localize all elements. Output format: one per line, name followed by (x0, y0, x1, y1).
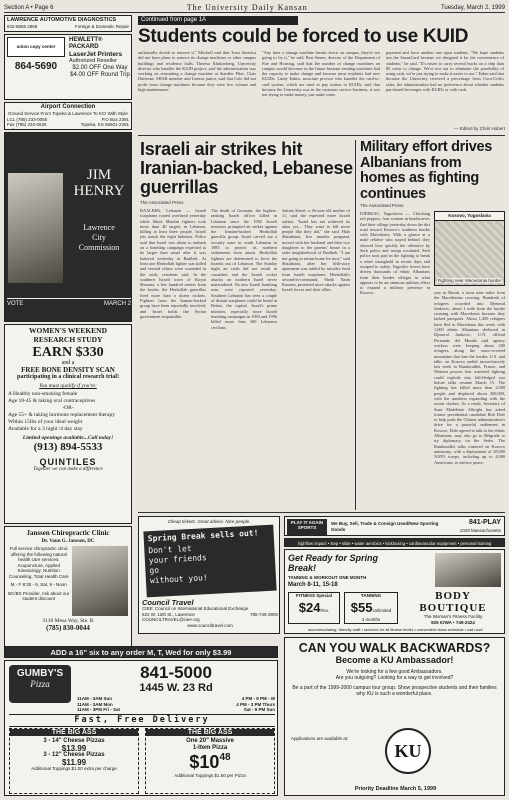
airport-tollfree: Toll Free 1-888-313-3932 (7, 127, 58, 130)
deal-one-way: $2.00 OFF One Way (72, 65, 128, 71)
coupon1-price1: $13.99 (61, 744, 87, 753)
airport-sub: Ground Service From Topeka & Lawrence To KCI With Style (8, 111, 128, 116)
ad-council-travel[interactable] (138, 516, 280, 634)
shop-sub: The Woman's Fitness Facility (423, 614, 483, 619)
israel-col-2: The death of Germain, the highest-ranking Israeli officer killed in Lebanon since the 1982 Israeli invasion, prompted air strikes against the Iranian-backed Hezbollah guerrilla group. Israel carved out a security zone in south Lebanon in 1985 to protect its northern settlements from attack. Hezbollah fighters are determined to force the Israelis out of Lebanon. The Sunday night air raids did not result in casualties and the Israeli rocket attacks on northern Israel never materialized. No new Israeli bombing runs were reported yesterday. Southern Lebanon has seen a couple of distant warplanes could be heard in Beirut, the capital. Israel's prime minister, especially since Israeli bombing campaigns in 1993 and 1996 killed more than 360 Lebanese civilians. (211, 208, 277, 330)
cheap-head: Cheap tickets. Great advice. Nice people. (167, 519, 251, 524)
deal-round-trip: $4.00 OFF Round Trip (70, 72, 130, 78)
quintiles-logo: QUINTILES (39, 457, 97, 467)
playit-logo: PLAY IT AGAIN SPORTS (287, 519, 327, 535)
study-participate: participating in a clinical research trial! (17, 374, 119, 380)
study-plus: and a (61, 360, 75, 366)
ad-airport-connection[interactable] (4, 102, 132, 130)
coupon2-line2: 1-Item Pizza (192, 745, 228, 751)
copy-center-name: union copy center (16, 44, 56, 49)
ad-body-boutique[interactable] (284, 549, 505, 634)
kosovo-source: The Associated Press (360, 203, 404, 208)
fitness-banner: highflow impact • step • slide • water aerobics • kickboxing • cardiovascular equipment • personal training (284, 538, 505, 547)
vote-label: VOTE (7, 301, 24, 307)
gumbys-address: 1445 W. 23 Rd (139, 682, 213, 694)
masthead (4, 3, 505, 13)
kuid-edited-by: — Edited by Chris Hubert (453, 126, 505, 131)
ad-union-copy-center[interactable] (4, 34, 132, 100)
ad-ku-ambassadors[interactable] (284, 637, 505, 796)
office-line-1: Lawrence (83, 223, 115, 232)
chiro-title: Janssen Chiropractic Clinic (26, 529, 110, 537)
study-phone[interactable]: (913) 894-5533 (33, 441, 103, 453)
coupon1-price2: $11.99 (61, 758, 87, 767)
spring-footer: accommodating, friendly staff • services for all fitness levels • convenient class schedule • call now! (308, 626, 483, 632)
spring-sub: TANNING & WORKOUT ONE MONTH (288, 575, 367, 580)
council-email: COUNCILTRAVEL@ciee.org (142, 617, 200, 622)
fitness-price: $24 (298, 599, 321, 615)
coupon2-cents: 48 (219, 752, 231, 763)
paper-name: The University Daily Kansan (186, 3, 308, 12)
israel-col-1: BAALBEK, Lebanon — Israeli warplanes roared overhead yesterday while Shiite Muslim fighters took more than 40 targets in Lebanon, killing at least three people. Israeli jets struck the eight hideouts. Police said that Israel was about to embark on a bombing campaign expected to be larger than usual after it was battered yesterday in Baalbek. At least one Hezbollah fighter was killed and several others were wounded in the raids, residents said. In the southern Israeli town of Kiryat Shmona, a few hundred meters from the border, the Hezbollah guerrillas fired more than a dozen rockets. Fighters from the Iranian-backed group have been reportedly involved, and Israel holds the Syrian government responsible. (140, 208, 206, 319)
fitness-price-unit: /mo. (320, 607, 330, 613)
coupon2-line1: One 20" Massive (186, 738, 234, 744)
study-title: WOMEN'S WEEKEND RESEARCH STUDY (29, 326, 107, 344)
ad-research-study[interactable] (4, 324, 132, 524)
ads-rule (138, 512, 505, 513)
spring-photo (435, 553, 501, 587)
gumbys-phone[interactable]: 841-5000 (140, 663, 212, 682)
ambassador-sub: Become a KU Ambassador! (335, 655, 454, 665)
study-q5: Available for a 3 night /4 day stay (8, 426, 83, 432)
israel-source: The Associated Press (140, 200, 184, 205)
gumbys-logo (9, 665, 71, 703)
tanning-label: TANNING (360, 593, 382, 598)
ambassador-apps: Applications are available at: (291, 736, 349, 741)
hp-tag: Authorized Reseller (69, 58, 117, 64)
study-limited: Limited openings available...Call today! (22, 435, 114, 441)
office-line-3: Commission (78, 243, 120, 252)
coupon1-line1: 3 - 14" Cheese Pizzas (43, 738, 105, 744)
left-ad-column (4, 15, 132, 655)
kosovo-col-1: DJERKAC, Yugoslavia — Clutching red peppers, four women in headscarves fled their village yesterday down the dirt road toward Kosovo's southern border with Macedonia. With a glance at a male relative who stayed behind, they showed how quickly the offensive by Serb police and troops escalated. Serb police took part in the fighting to break a rebel stronghold in recent days and escaped to safety. Yugoslav forces have driven thousands of ethnic Albanians from their border villages in what appears to be an ominous military effort to expand a military presence in Kosovo. (360, 211, 430, 296)
ambassador-body-1: We're looking for a few good Ambassadors. (346, 669, 443, 675)
playit-tagline: We Buy, Sell, Trade & Consign Used/New Sporting Goods (331, 521, 439, 532)
ad-blurb: Foreign & Domestic Repair (74, 24, 129, 29)
candidate-first: JIM (86, 167, 112, 183)
coupon2-price: $10 (189, 752, 220, 772)
section-label: Section A • Page 6 (4, 4, 54, 11)
hp-brand: HEWLETT® PACKARD (69, 37, 103, 50)
ambassador-deadline: Priority Deadline March 5, 1999 (354, 785, 437, 792)
council-brand: Council Travel (142, 598, 194, 607)
cheap-card (143, 525, 276, 598)
tanning-box (344, 592, 398, 624)
study-earn: EARN $330 (32, 345, 104, 360)
hp-product: LaserJet Printers (69, 51, 123, 58)
airport-fax: Fax (785) 233-0626 (7, 122, 47, 127)
shop-address: 925 IOWA • 749-2424 (431, 619, 475, 625)
chiro-hours: M - F 8:30 - 6, Sat. 9 - Noon (10, 582, 67, 587)
ad-phone: 842-8665 2858 (7, 24, 38, 29)
kosovo-headline: Military effort drives Albanians from homes as fighting continues (360, 139, 492, 202)
ambassador-headline: CAN YOU WALK BACKWARDS? (298, 641, 491, 655)
kosovo-map (434, 211, 505, 286)
ambassador-body-3: Be a part of the 1999-2000 campus tour group. Show prospective students and their families why KU is such a wonderful place. (292, 685, 497, 697)
tanning-price-unit: Unlimited (372, 607, 392, 613)
gumbys-banner: ADD a 16" six to any order M, T, Wed for only $3.99 (4, 646, 278, 658)
jayhawk-seal: KU (385, 728, 431, 774)
israel-col-3: Sakina Shreif, a 46-year-old mother of 11, said she expected more Israeli strikes. "Israel has not achieved its aims yet... They want to kill more people like they did," she said. Hala Shadabani, five months pregnant, moved with her husband and their two daughters to her parents' house in a safer neighborhood of Baalbek. "I am not going to return home for now," said Shadabani, after her fifth-story apartment was rattled by missiles fired from Israeli warplanes. Hezbollah's second-in-command, Sheik Naim Kassem, promised more attacks against Israeli forces and their allies. (282, 208, 350, 293)
candidate-photo (8, 173, 63, 283)
cheap-dont-1: Don't let (148, 543, 192, 556)
chiro-insurance: BC/BS Provider. Ask about our student discount (8, 590, 70, 601)
cheap-spring: Spring Break sells out! (147, 528, 259, 544)
shop-name: BODY BOUTIQUE (419, 590, 487, 614)
fitness-special-box (288, 592, 340, 624)
study-q4: Within 15lbs of your ideal weight (8, 419, 83, 425)
cheap-dont-4: without you! (149, 573, 208, 586)
airport-lcl: LCL (785) 233-0055 (7, 116, 48, 122)
kuid-col-2: "Any time a change machine breaks down on campus, they're not going to fix it," he said. Ron Stoner, director of the Department of Fire and Housing, said that the number of change machines on campus would decrease in the future because vending machines had the capacity to make change and because most residents had new KUIDs. Lindy Eakin, associate provost who handles the card-to-card system, which are used to pay tuition to KUIDs, said that because the University was in the customer service business, it was not trying to make money, just make some. (262, 50, 380, 98)
coupon-big-ass-1[interactable] (9, 728, 139, 794)
gumbys-hours-4: 4 PM - 3 PM Thurs (236, 701, 275, 707)
study-q3: Age 55+ & taking hormone replacement therapy (8, 412, 115, 418)
kuid-col-3: payment and force another one upon students. "We hope students use the SmartCard because we designed it for the convenience of students," he said. "It's easier to carry several bucks on a chip than $5 coins to change. We're not out to eliminate the possibility of using cash, we're just trying to make it easier to use." Eakin said that because the University received a percentage from Coca-Cola's sales, the administration had no preference about whether students purchased beverages with KUIDs or with cash. (386, 50, 504, 93)
map-label: Kosovo, Yugoslavia (435, 212, 504, 221)
office-line-2: City (92, 233, 106, 242)
ad-play-it-again[interactable] (284, 516, 505, 536)
ad-lawrence-automotive[interactable] (4, 15, 132, 32)
ad-title: LAWRENCE AUTOMOTIVE DIAGNOSTICS (7, 17, 117, 23)
council-address: 622 W. 12th St., Lawrence (142, 611, 195, 617)
chiro-phone[interactable]: (785) 830-0044 (46, 624, 90, 632)
cheap-dont-3: go (149, 565, 160, 576)
council-web[interactable]: www.counciltravel.com (187, 622, 233, 628)
continued-tag: Continued from page 1A (138, 16, 298, 25)
chiro-photo (72, 546, 128, 616)
column-divider (355, 140, 356, 510)
quintiles-slogan: Together we can make a difference (33, 467, 103, 472)
issue-date: Tuesday, March 2, 1999 (440, 4, 505, 11)
coupon1-line2: 3 - 12" Cheese Pizzas (43, 752, 105, 758)
gumbys-name: GUMBY'S (16, 668, 64, 679)
ad-janssen-chiropractic[interactable] (4, 526, 132, 658)
map-sub: Fighting near Macedonia border (437, 277, 502, 283)
tanning-price: $55 (350, 599, 373, 615)
candidate-last: HENRY (73, 183, 125, 199)
ambassador-body-2: Are you outgoing? Looking for a way to get involved? (335, 675, 454, 681)
study-qualify: You must qualify if you're: (39, 383, 97, 389)
israel-headline: Israeli air strikes hit Iranian-backed, Lebanese guerrillas (140, 139, 353, 197)
spring-dates: March 8-11, 15-18 (288, 581, 338, 588)
chiro-doctor: Dr. Vaun G. Janssen, DC (41, 539, 95, 544)
fitness-special-label: FITNESS Special (295, 593, 332, 598)
council-phone: 785-749-3900 (249, 611, 278, 617)
coupon2-title: THE BIG ASS (146, 729, 274, 736)
airport-city: Topeka, KS 66601-2391 (80, 122, 129, 127)
gumbys-hours-2: 11AM - 3AM Mon (77, 701, 113, 707)
study-q1: A Healthy non-smoking female (8, 391, 78, 397)
gumbys-pizza: Pizza (30, 679, 50, 689)
chiro-services: Full service chiropractic clinic offering the following natural health care services: Acupuncture, Applied Kinesiology, Nutrition Counseling, Total Health Care (8, 546, 69, 579)
gumbys-fast: Fast, Free Delivery (9, 714, 275, 727)
study-or: -OR- (62, 405, 74, 411)
study-free: FREE BONE DENSITY SCAN (21, 366, 115, 374)
ad-jim-henry[interactable] (4, 132, 132, 322)
playit-phone: 841-PLAY (468, 519, 501, 526)
coupon2-add: Additional Toppings $1.50 per Pizza (174, 773, 246, 778)
gumbys-hours-3: 4 PM - 9 PM - W (241, 696, 275, 701)
coupon1-title: THE BIG ASS (10, 729, 138, 736)
study-q2: Age 18-45 & taking oral contraceptives (8, 398, 96, 404)
section-rule (138, 135, 505, 136)
kuid-headline: Students could be forced to use KUID (138, 26, 469, 47)
coupon1-add: Additional Toppings $1.00 extra per charge (31, 766, 117, 771)
copy-center-logo (7, 37, 65, 57)
tanning-months: 3 months (361, 616, 381, 622)
ad-gumbys[interactable] (4, 660, 278, 796)
gumbys-hours-6: Sat - 9 PM Sun (243, 707, 275, 712)
chiro-address: 3110 Mesa Way, Ste. B (42, 618, 94, 624)
kuid-col-1: unilaterally decide to remove it." Mitchell said that Trust America did not have plans to remove its change machines or other campus buildings and residence halls. Theresa Klinkenberg, University director who handles the KUID project, said the administration was working on reinstating a change machine at Stauffer Flint. Chris Dufresne, SHAR member and Lenexa junior, said that Cole did not profit from change machines because they were low volume and high maintenance. (138, 50, 256, 93)
cheap-dont-2: your friends (148, 553, 207, 566)
playit-address: 1029 Massachusetts (459, 528, 501, 533)
airport-title: Airport Connection (40, 104, 96, 110)
gumbys-hours-1: 11AM - 3AM Sun (77, 696, 113, 701)
spring-title: Get Ready for Spring Break! (288, 553, 379, 573)
council-ciee: CIEE: Council on International Educational Exchange (142, 606, 249, 611)
coupon-big-ass-2[interactable] (145, 728, 275, 794)
gumbys-hours-5: 11AM - 3PM Fri - Sat (77, 707, 121, 712)
vote-date: MARCH 2 (103, 301, 131, 307)
airport-po: P.O Box 2391 (101, 116, 129, 122)
copy-center-phone: 864-5690 (14, 61, 58, 72)
kosovo-col-3: sary in Racak, a town nine miles from the Macedonian crossing. Hundreds of refugees crowded into Djeneral Jankovic, about 1 mile from the border crossing with Macedonia because they lacked passports. About 1,200 refugees have fled to Macedonia this week, with 1,000 ethnic Albanians sheltered in Djeneral Jankovic, U.N. official Fernando del Mundo said agency workers were keeping about 200 refugees along the snow-covered mountains that line the border. U.S. and talks on Kosovo ended inconclusively last week in Rambouillet, France, and Western powers fear scattered fighting could explode into full-fledged war before talks resume March 15. The fighting has killed more than 2,000 people and displaced about 300,000, with the numbers expanding with the recent clashes. As a result, Secretary of State Madeleine Albright has asked former presidential candidate Bob Dole to help push the Clinton administration's drive for a peaceful settlement in Kosovo. Dole agreed to talk to the ethnic Albanians, may also go to Belgrade to try diplomacy on the Serbs. The Rambouillet talks centered on Kosovo autonomy, with a deployment of 28,000 NATO troops, including up to 4,000 Americans, to enforce peace. (434, 290, 505, 465)
